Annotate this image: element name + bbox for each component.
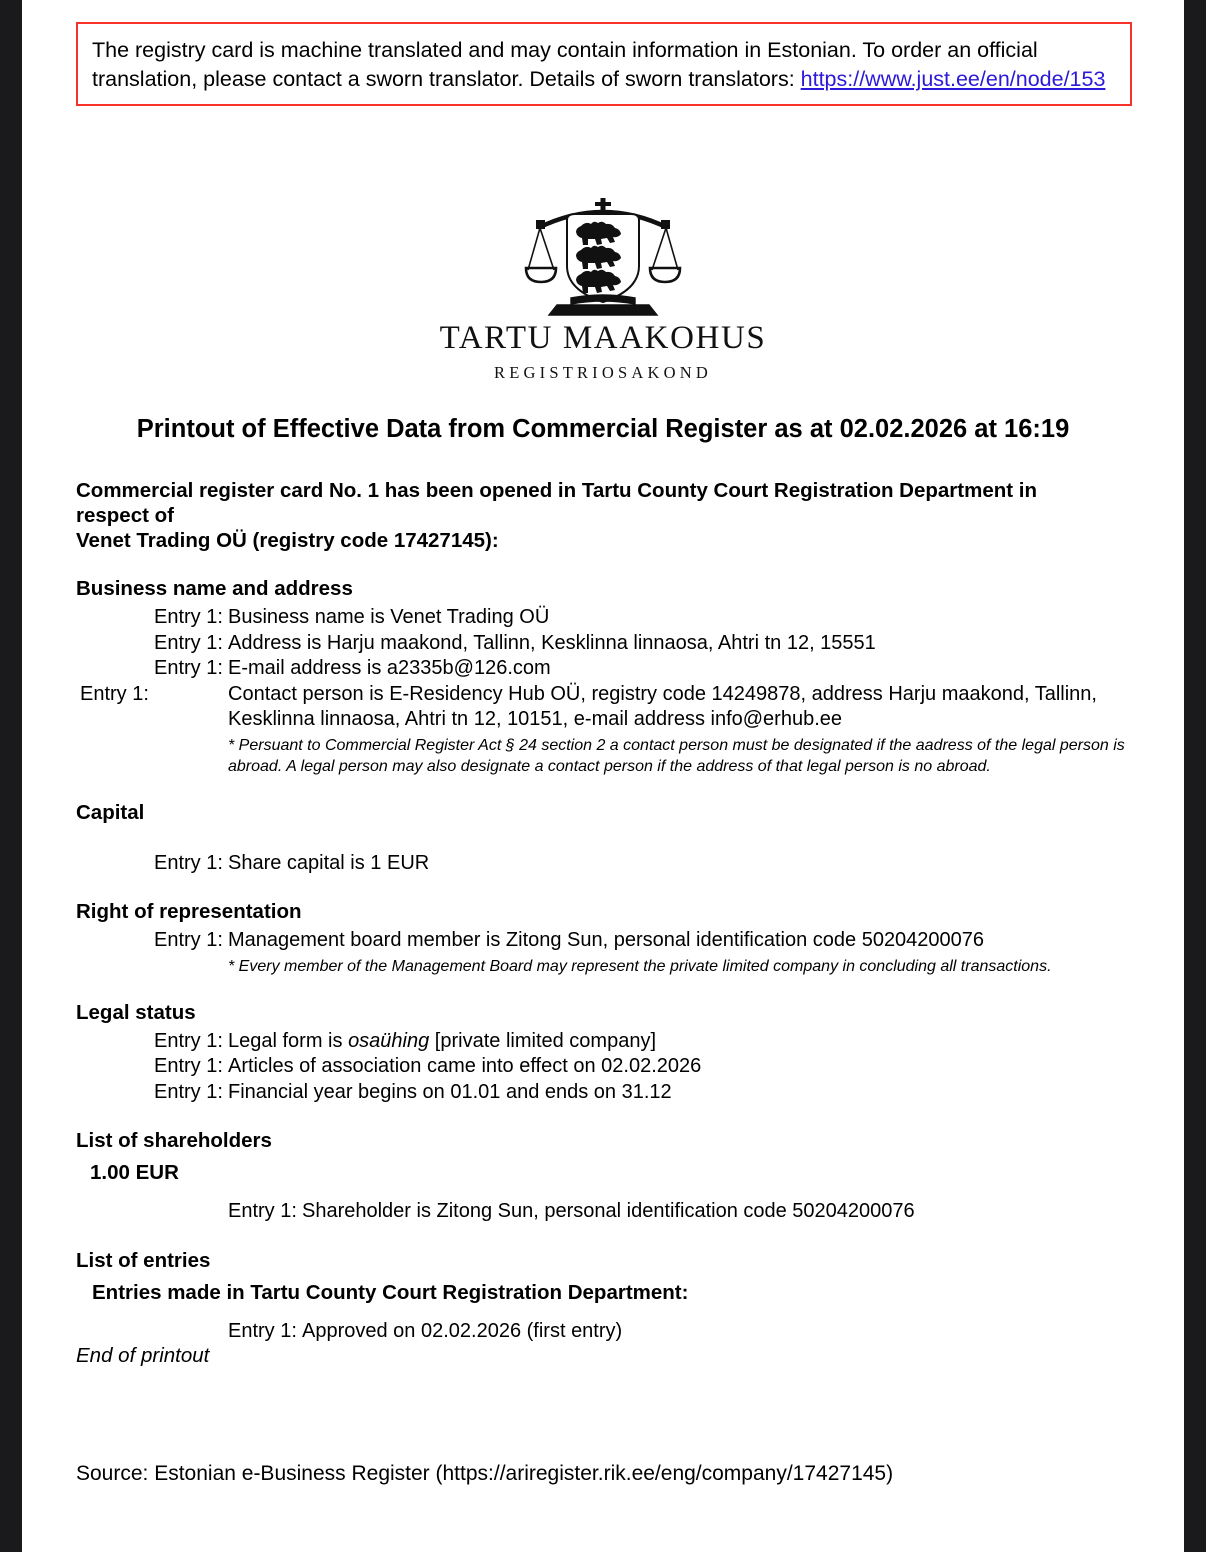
entry-value: Financial year begins on 01.01 and ends on 31.12: [228, 1080, 672, 1103]
entry-label: Entry 1:: [154, 1055, 223, 1077]
section-legal-status: [76, 1001, 1136, 1106]
notice-paragraph: [92, 36, 1116, 93]
section-heading: Right of representation: [76, 900, 302, 923]
court-logo-block: [22, 198, 1184, 383]
entry-row: [76, 682, 1136, 733]
entry-value-post: [private limited company]: [429, 1029, 657, 1052]
court-department: REGISTRIOSAKOND: [494, 363, 712, 382]
entry-value: Business name is Venet Trading OÜ: [228, 606, 550, 628]
entry-label: Entry 1:: [154, 657, 223, 679]
entry-row: [76, 656, 1136, 682]
document-page: [22, 0, 1184, 1552]
entry-label: Entry 1:: [154, 606, 223, 628]
entry-value-italic: osaühing: [348, 1029, 430, 1052]
entry-value: Share capital is 1 EUR: [228, 851, 430, 874]
entry-value: Articles of association came into effect on 02.02.2026: [228, 1055, 702, 1077]
entries-subheading: Entries made in Tartu County Court Registration Department:: [92, 1280, 689, 1304]
shareholder-amount: 1.00 EUR: [90, 1161, 179, 1184]
entry-row: [76, 1319, 1136, 1345]
end-of-printout: End of printout: [76, 1344, 210, 1367]
entry-value: E-mail address is a2335b@126.com: [228, 657, 551, 679]
section-list-of-entries: [76, 1249, 1136, 1369]
entry-label: Entry 1:: [228, 1200, 297, 1222]
section-heading: List of entries: [76, 1248, 211, 1272]
entry-row: [76, 1199, 1136, 1225]
entry-label: Entry 1:: [154, 851, 223, 874]
notice-body-text: The registry card is machine translated and may contain information in Estonian. To order an official translation, please contact a sworn translator. Details of sworn translators:: [92, 38, 1038, 91]
section-right-of-representation: [76, 900, 1136, 977]
lead-line-3: Venet Trading OÜ (registry code 17427145):: [76, 529, 499, 552]
entry-label: Entry 1:: [154, 1080, 223, 1103]
entry-label: Entry 1:: [80, 682, 149, 705]
sworn-translators-link[interactable]: https://www.just.ee/en/node/153: [800, 66, 1106, 91]
section-heading: Capital: [76, 800, 145, 824]
source-footer: Source: Estonian e-Business Register (https://ariregister.rik.ee/eng/company/17427145): [76, 1462, 894, 1485]
entry-value: Shareholder is Zitong Sun, personal identification code 50204200076: [302, 1200, 915, 1222]
lead-paragraph: [76, 478, 1136, 553]
entry-value: Contact person is E-Residency Hub OÜ, registry code 14249878, address Harju maakond, Tallinn, Kesklinna linnaosa, Ahtri tn 12, 10151, e-mail address info@erhub.ee: [228, 682, 1097, 730]
entry-row: [76, 1029, 1136, 1055]
machine-translation-notice: [76, 22, 1132, 106]
entry-value-pre: Legal form is: [228, 1029, 349, 1052]
lead-line-1: Commercial register card No. 1 has been opened in Tartu County Court Registration Department in: [76, 479, 1038, 502]
page-title: Printout of Effective Data from Commercial Register as at 02.02.2026 at 16:19: [136, 415, 1070, 443]
entry-label: Entry 1:: [154, 1029, 223, 1052]
section-capital: [76, 801, 1136, 877]
entry-label: Entry 1:: [154, 631, 223, 654]
section-footnote: * Persuant to Commercial Register Act § 24 section 2 a contact person must be designated if the aadress of the legal person is abroad. A legal person may also designate a contact person if the address of that legal person is no abroad.: [228, 736, 1125, 775]
section-heading: Legal status: [76, 1000, 196, 1024]
estonian-coat-of-arms-scales-of-justice-icon: [523, 198, 683, 316]
entry-row: [76, 1080, 1136, 1106]
section-business-name-and-address: [76, 577, 1136, 777]
entry-row: [76, 928, 1136, 954]
section-heading: List of shareholders: [76, 1129, 272, 1152]
entry-row: [76, 1054, 1136, 1080]
section-list-of-shareholders: [76, 1129, 1136, 1225]
entry-value: Address is Harju maakond, Tallinn, Kesklinna linnaosa, Ahtri tn 12, 15551: [228, 631, 876, 654]
document-body: [76, 478, 1136, 1368]
entry-row: [76, 631, 1136, 657]
entry-row: [76, 605, 1136, 631]
entry-value: Approved on 02.02.2026 (first entry): [302, 1319, 623, 1342]
entry-label: Entry 1:: [154, 929, 223, 951]
section-footnote: * Every member of the Management Board may represent the private limited company in concluding all transactions.: [228, 957, 1052, 975]
entry-row: [76, 851, 1136, 877]
entry-value: Management board member is Zitong Sun, personal identification code 50204200076: [228, 929, 985, 951]
section-heading: Business name and address: [76, 577, 353, 600]
lead-line-2: respect of: [76, 504, 174, 527]
entry-label: Entry 1:: [228, 1319, 297, 1342]
court-name: TARTU MAAKOHUS: [439, 320, 767, 356]
